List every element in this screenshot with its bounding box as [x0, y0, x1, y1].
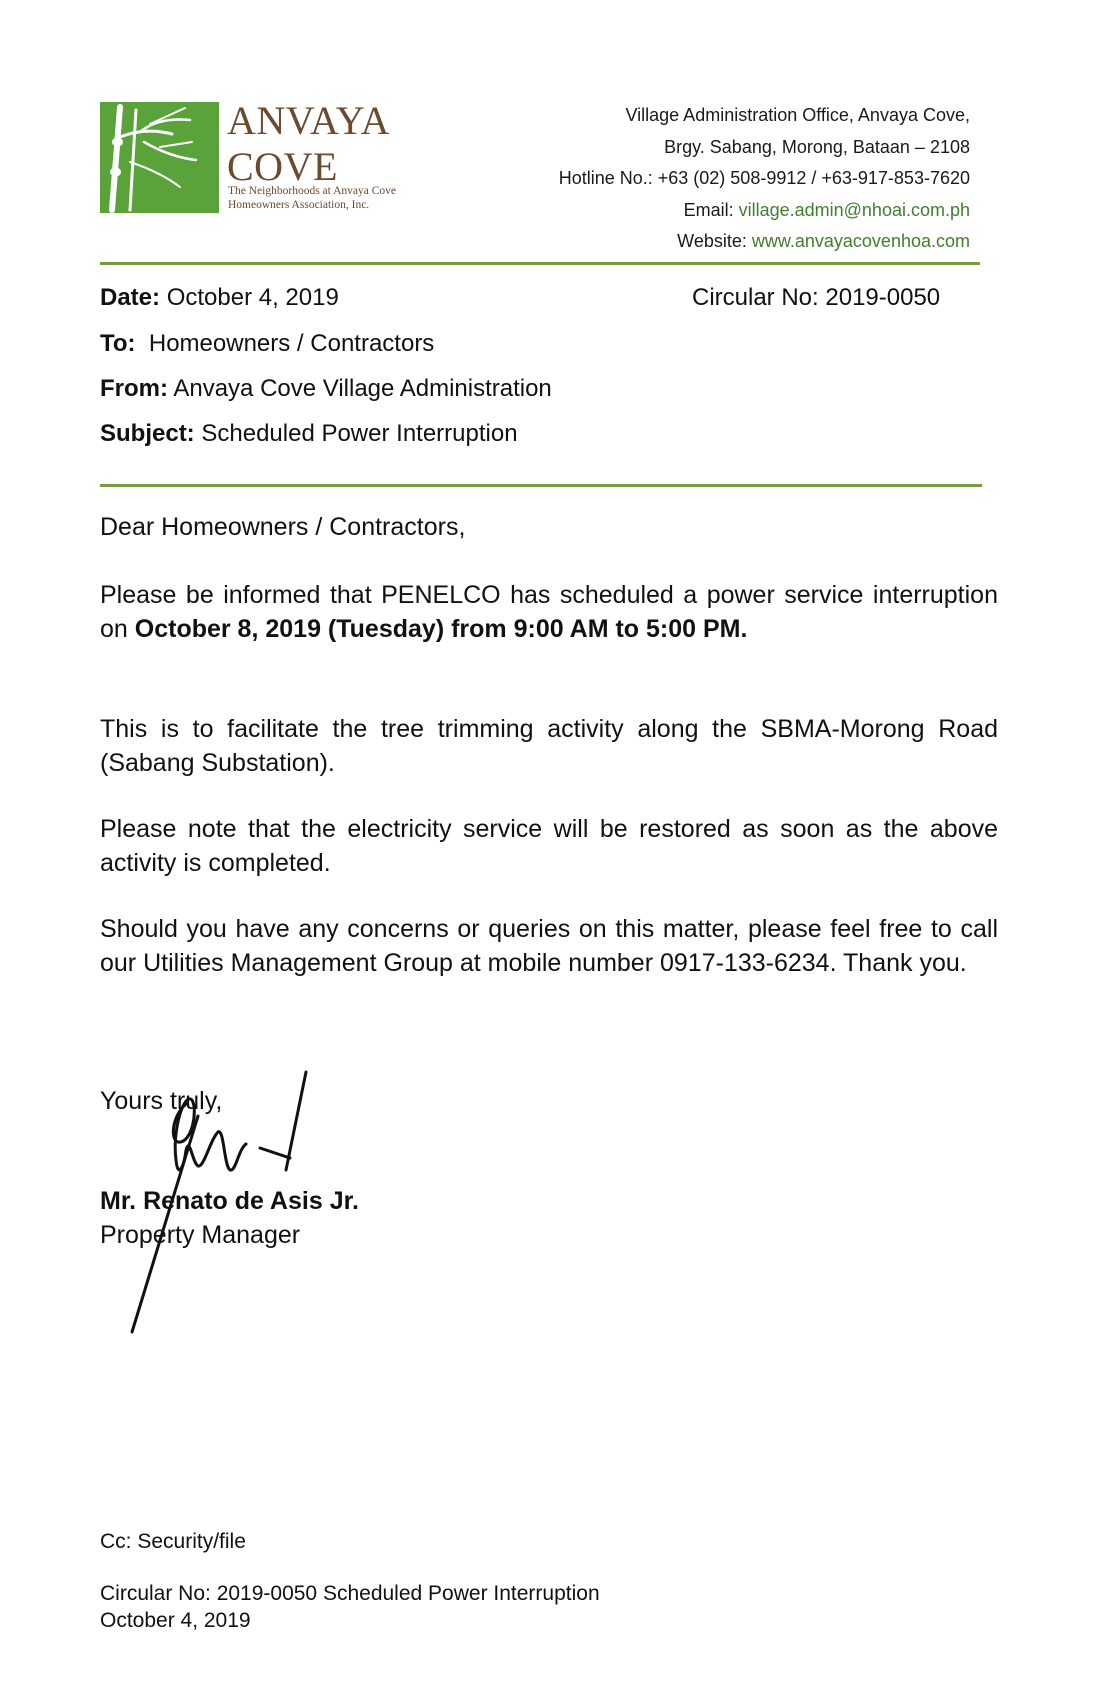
website-line [559, 226, 970, 258]
bamboo-logo-icon [100, 102, 219, 213]
website-link[interactable]: www.anvayacovenhoa.com [751, 231, 970, 251]
salutation: Dear Homeowners / Contractors, [100, 513, 466, 541]
logo-wordmark [227, 98, 390, 190]
date-label: Date: [100, 284, 161, 311]
hotline: Hotline No.: +63 (02) 508-9912 / +63-917-853-7620 [558, 168, 970, 188]
subject-label: Subject: [100, 420, 195, 447]
paragraph-1-text: Please be informed that PENELCO has scheduled a power service interruption on [100, 581, 998, 643]
logo-line-2: COVE [227, 144, 338, 189]
from-label: From: [100, 375, 168, 402]
subject-value: Scheduled Power Interruption [201, 420, 518, 447]
signer-title: Property Manager [100, 1221, 301, 1249]
memo-divider [100, 484, 982, 487]
paragraph-3: Please note that the electricity service will be restored as soon as the above activity is completed. [100, 815, 998, 877]
to-value: Homeowners / Contractors [148, 330, 435, 357]
signer-name: Mr. Renato de Asis Jr. [100, 1187, 359, 1215]
from-field [100, 375, 552, 403]
closing: Yours truly, [100, 1087, 223, 1115]
circular-value: 2019-0050 [825, 284, 941, 311]
address-line-1: Village Administration Office, Anvaya Cove, [625, 105, 970, 125]
to-label: To: [100, 330, 136, 357]
website-label: Website: [677, 231, 752, 251]
paragraph-4: Should you have any concerns or queries on this matter, please feel free to call our Utilities Management Group at mobile number 0917-133-6234. Thank you. [100, 915, 998, 977]
header-divider [100, 262, 980, 265]
paragraph-1 [100, 578, 998, 646]
date-value: October 4, 2019 [166, 284, 339, 311]
interruption-schedule: October 8, 2019 (Tuesday) from 9:00 AM to 5:00 PM. [134, 615, 748, 643]
footer-reference [100, 1580, 600, 1634]
circular-label: Circular No: [692, 284, 819, 311]
email-line [559, 195, 970, 227]
email-label: Email: [683, 199, 739, 220]
paragraph-2: This is to facilitate the tree trimming activity along the SBMA-Morong Road (Sabang Substation). [100, 715, 998, 777]
cc-line: Cc: Security/file [100, 1530, 246, 1553]
from-value: Anvaya Cove Village Administration [173, 375, 552, 402]
subject-field [100, 420, 518, 448]
footer-reference-line-2: October 4, 2019 [100, 1609, 251, 1632]
anvaya-cove-logo [100, 98, 440, 222]
circular-number [692, 284, 940, 312]
office-address [559, 100, 970, 258]
footer-reference-line-1: Circular No: 2019-0050 Scheduled Power Interruption [100, 1582, 600, 1605]
logo-tagline-2: Homeowners Association, Inc. [228, 199, 370, 211]
logo-tagline-1: The Neighborhoods at Anvaya Cove [228, 185, 396, 197]
logo-line-1: ANVAYA [227, 98, 391, 143]
email-link[interactable]: village.admin@nhoai.com.ph [738, 199, 970, 220]
handwritten-signature [120, 1070, 340, 1340]
address-line-2: Brgy. Sabang, Morong, Bataan – 2108 [664, 136, 970, 157]
to-field [100, 330, 434, 358]
logo-tagline [228, 184, 396, 212]
date-field [100, 284, 339, 312]
